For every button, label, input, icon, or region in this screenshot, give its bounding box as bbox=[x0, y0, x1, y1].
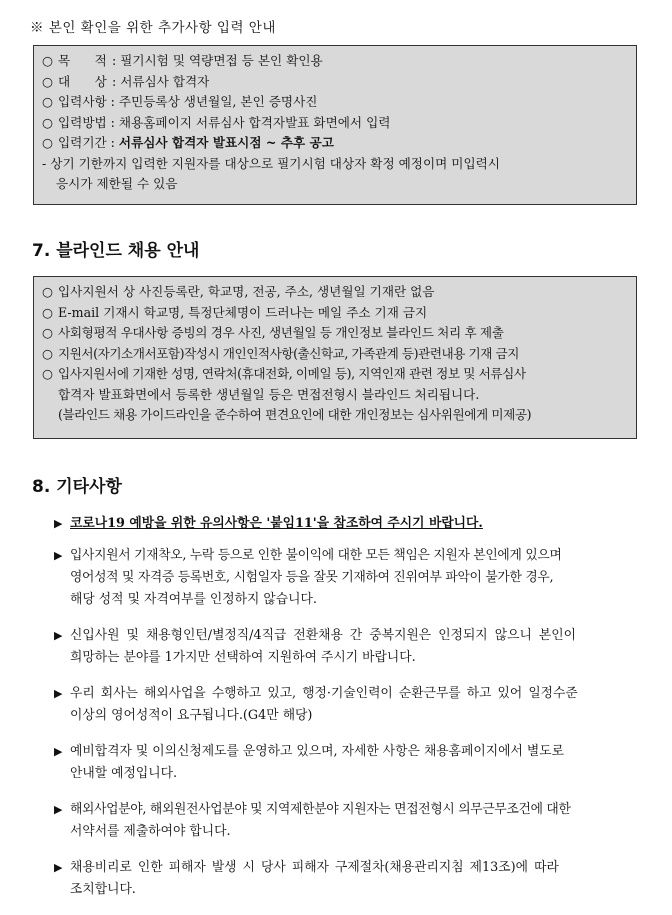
circle-bullet-icon: ○ bbox=[42, 135, 53, 150]
list-item-line: 신입사원 및 채용형인턴/별정직/4직급 전환채용 간 중복지원은 인정되지 않으니 본인이 bbox=[70, 628, 576, 643]
blind-item bbox=[42, 303, 628, 324]
list-item-line: 우리 회사는 해외사업을 수행하고 있고, 행정·기술인력이 순환근무를 하고 있어 일정수준 bbox=[70, 686, 578, 701]
triangle-bullet-icon: ▶ bbox=[54, 517, 63, 530]
notice-value: 주민등록상 생년월일, 본인 증명사진 bbox=[118, 94, 318, 109]
list-item-line: 희망하는 분야를 1가지만 선택하여 지원하여 주시기 바랍니다. bbox=[70, 650, 416, 665]
blind-item-text: 사회형평적 우대사항 증빙의 경우 사진, 생년월일 등 개인정보 블라인드 처리 후 제출 bbox=[58, 325, 504, 340]
circle-bullet-icon: ○ bbox=[42, 94, 53, 109]
notice-label: 입력기간 bbox=[58, 135, 107, 150]
notice-item-purpose bbox=[42, 51, 628, 72]
notice-label: 입력사항 bbox=[58, 94, 107, 109]
separator: : bbox=[106, 94, 119, 109]
notice-label: 입력방법 bbox=[58, 114, 107, 130]
triangle-bullet-icon: ▶ bbox=[54, 803, 63, 816]
blind-item-text: 지원서(자기소개서포함)작성시 개인인적사항(출신학교, 가족관계 등)관련내용 기재 금지 bbox=[58, 345, 519, 361]
blind-item-cont-2: (블라인드 채용 가이드라인을 준수하여 편견요인에 대한 개인정보는 심사위원에게 미제공) bbox=[58, 407, 532, 422]
list-item bbox=[54, 545, 649, 611]
separator: : bbox=[106, 114, 119, 130]
blind-item-text: E-mail 기재시 학교명, 특정단체명이 드러나는 메일 주소 기재 금지 bbox=[58, 304, 428, 320]
list-item bbox=[54, 857, 649, 901]
circle-bullet-icon: ○ bbox=[42, 284, 53, 299]
list-item-line: 입사지원서 기재착오, 누락 등으로 인한 불이익에 대한 모든 책임은 지원자 본인에게 있으며 bbox=[70, 548, 562, 563]
list-item-line: 이상의 영어성적이 요구됩니다.(G4만 해당) bbox=[70, 708, 313, 723]
triangle-bullet-icon: ▶ bbox=[54, 687, 63, 700]
list-item-line: 조치합니다. bbox=[70, 882, 136, 897]
blind-item bbox=[42, 344, 628, 365]
section7-heading: 7. 블라인드 채용 안내 bbox=[32, 241, 200, 261]
notice-label: 대 상 bbox=[58, 73, 108, 89]
list-item-line: 안내할 예정입니다. bbox=[70, 766, 178, 781]
notice-item-method bbox=[42, 113, 628, 134]
list-item-line: 서약서를 제출하여야 합니다. bbox=[70, 824, 231, 839]
notice-item-target bbox=[42, 72, 628, 93]
circle-bullet-icon: ○ bbox=[42, 325, 53, 340]
notice-note-line2: 응시가 제한될 수 있음 bbox=[56, 176, 178, 191]
highlight-text: 코로나19 예방을 위한 유의사항은 '붙임11'을 참조하여 주시기 바랍니다. bbox=[70, 516, 483, 531]
list-item bbox=[54, 799, 649, 843]
circle-bullet-icon: ○ bbox=[42, 304, 53, 320]
separator: : bbox=[106, 135, 119, 150]
circle-bullet-icon: ○ bbox=[42, 53, 53, 68]
circle-bullet-icon: ○ bbox=[42, 73, 53, 89]
notice-box bbox=[33, 45, 637, 205]
notice-value: 필기시험 및 역량면접 등 본인 확인용 bbox=[120, 53, 323, 68]
blind-item-text: 입사지원서 상 사진등록란, 학교명, 전공, 주소, 생년월일 기재란 없음 bbox=[58, 284, 435, 299]
triangle-bullet-icon: ▶ bbox=[54, 861, 63, 874]
notice-value: 서류심사 합격자 bbox=[120, 73, 210, 89]
notice-value: 채용홈페이지 서류심사 합격자발표 화면에서 입력 bbox=[118, 114, 391, 130]
notice-item-fields bbox=[42, 92, 628, 113]
circle-bullet-icon: ○ bbox=[42, 345, 53, 361]
separator: : bbox=[107, 53, 121, 68]
circle-bullet-icon: ○ bbox=[42, 114, 53, 130]
list-item-line: 영어성적 및 자격증 등록번호, 시험일자 등을 잘못 기재하여 진위여부 파악이 불가한 경우, bbox=[70, 570, 554, 585]
list-item-line: 해당 성적 및 자격여부를 인정하지 않습니다. bbox=[70, 592, 317, 607]
notice-note-line1: 상기 기한까지 입력한 지원자를 대상으로 필기시험 대상자 확정 예정이며 미입력시 bbox=[50, 155, 500, 171]
triangle-bullet-icon: ▶ bbox=[54, 629, 63, 642]
notice-title: ※ 본인 확인을 위한 추가사항 입력 안내 bbox=[30, 20, 276, 36]
list-item-line: 채용비리로 인한 피해자 발생 시 당사 피해자 구제절차(채용관리지침 제13조)에 따라 bbox=[70, 860, 559, 875]
notice-label: 목 적 bbox=[58, 53, 108, 68]
triangle-bullet-icon: ▶ bbox=[54, 745, 63, 758]
highlight-item bbox=[54, 513, 649, 535]
blind-item-cont-1: 합격자 발표화면에서 등록한 생년월일 등은 면접전형시 블라인드 처리됩니다. bbox=[58, 386, 480, 402]
blind-item-text: 입사지원서에 기재한 성명, 연락처(휴대전화, 이메일 등), 지역인재 관련 정보 및 서류심사 bbox=[58, 366, 526, 381]
misc-list bbox=[54, 513, 649, 915]
separator: : bbox=[107, 73, 121, 89]
list-item-line: 예비합격자 및 이의신청제도를 운영하고 있으며, 자세한 사항은 채용홈페이지에서 별도로 bbox=[70, 744, 564, 759]
blind-item bbox=[42, 364, 628, 385]
notice-value: 서류심사 합격자 발표시점 ~ 추후 공고 bbox=[118, 135, 334, 150]
circle-bullet-icon: ○ bbox=[42, 366, 53, 381]
notice-note bbox=[42, 154, 628, 175]
list-item bbox=[54, 625, 649, 669]
list-item-line: 해외사업분야, 해외원전사업분야 및 지역제한분야 지원자는 면접전형시 의무근무조건에 대한 bbox=[70, 802, 571, 817]
notice-item-period bbox=[42, 133, 628, 154]
section8-heading: 8. 기타사항 bbox=[32, 477, 122, 497]
dash-marker: - bbox=[42, 155, 47, 171]
blind-item bbox=[42, 323, 628, 344]
blind-item bbox=[42, 282, 628, 303]
list-item bbox=[54, 683, 649, 727]
triangle-bullet-icon: ▶ bbox=[54, 549, 63, 562]
blind-hiring-box bbox=[33, 276, 637, 439]
list-item bbox=[54, 741, 649, 785]
